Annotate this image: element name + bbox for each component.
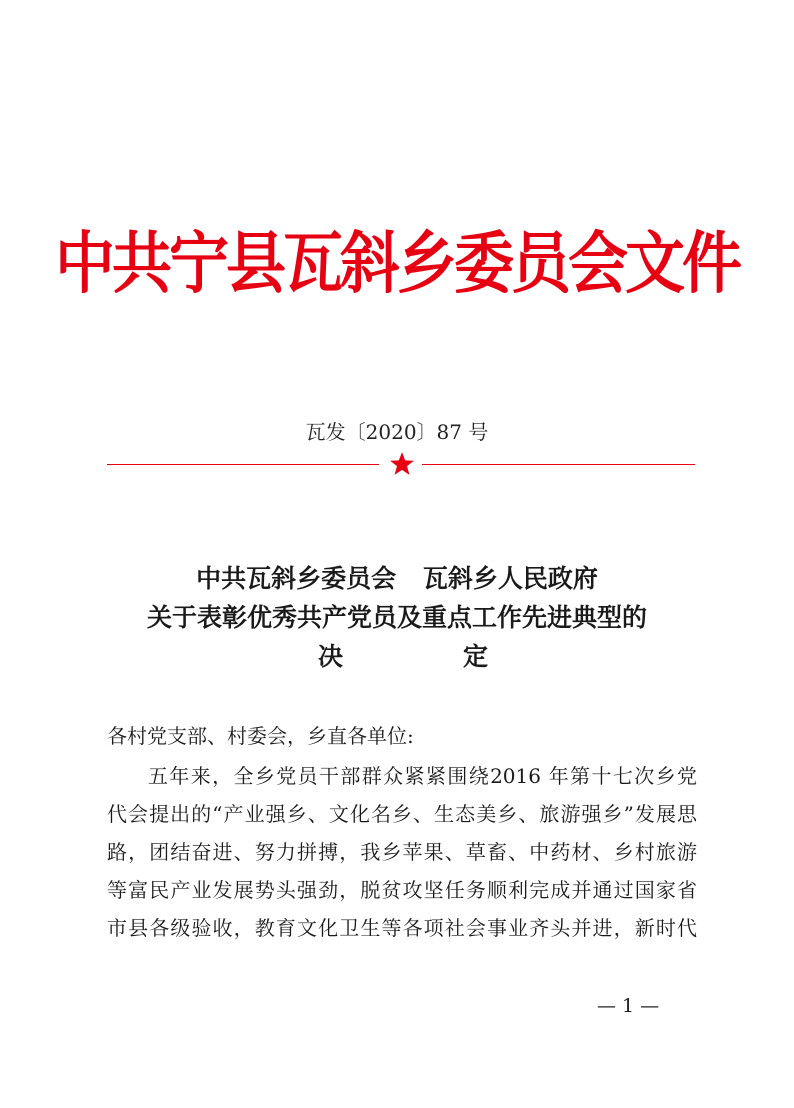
- body-line: 五年来，全乡党员干部群众紧紧围绕2016 年第十七次乡党: [148, 764, 697, 788]
- body-line: 等富民产业发展势头强劲，脱贫攻坚任务顺利完成并通过国家省: [107, 878, 697, 902]
- document-title-line-1: 中共瓦斜乡委员会 瓦斜乡人民政府: [196, 564, 598, 593]
- body-line: 市县各级验收，教育文化卫生等各项社会事业齐头并进，新时代: [107, 916, 697, 940]
- red-separator-right: [422, 464, 695, 465]
- document-title-word-right: 定: [462, 642, 488, 671]
- document-number: 瓦发〔2020〕87 号: [305, 420, 489, 444]
- body-line: 代会提出的“产业强乡、文化名乡、生态美乡、旅游强乡”发展思: [107, 802, 697, 826]
- document-title-word-left: 决: [318, 642, 344, 671]
- red-separator-left: [107, 464, 379, 465]
- document-title-line-3: [318, 640, 488, 674]
- page-number: — 1 —: [597, 995, 660, 1017]
- document-masthead: 中共宁县瓦斜乡委员会文件: [55, 224, 739, 304]
- document-title-line-2: 关于表彰优秀共产党员及重点工作先进典型的: [146, 603, 647, 632]
- red-star-icon: [389, 451, 415, 477]
- salutation: 各村党支部、村委会，乡直各单位:: [107, 724, 414, 748]
- body-line: 路，团结奋进、努力拼搏，我乡苹果、草畜、中药材、乡村旅游: [107, 840, 697, 864]
